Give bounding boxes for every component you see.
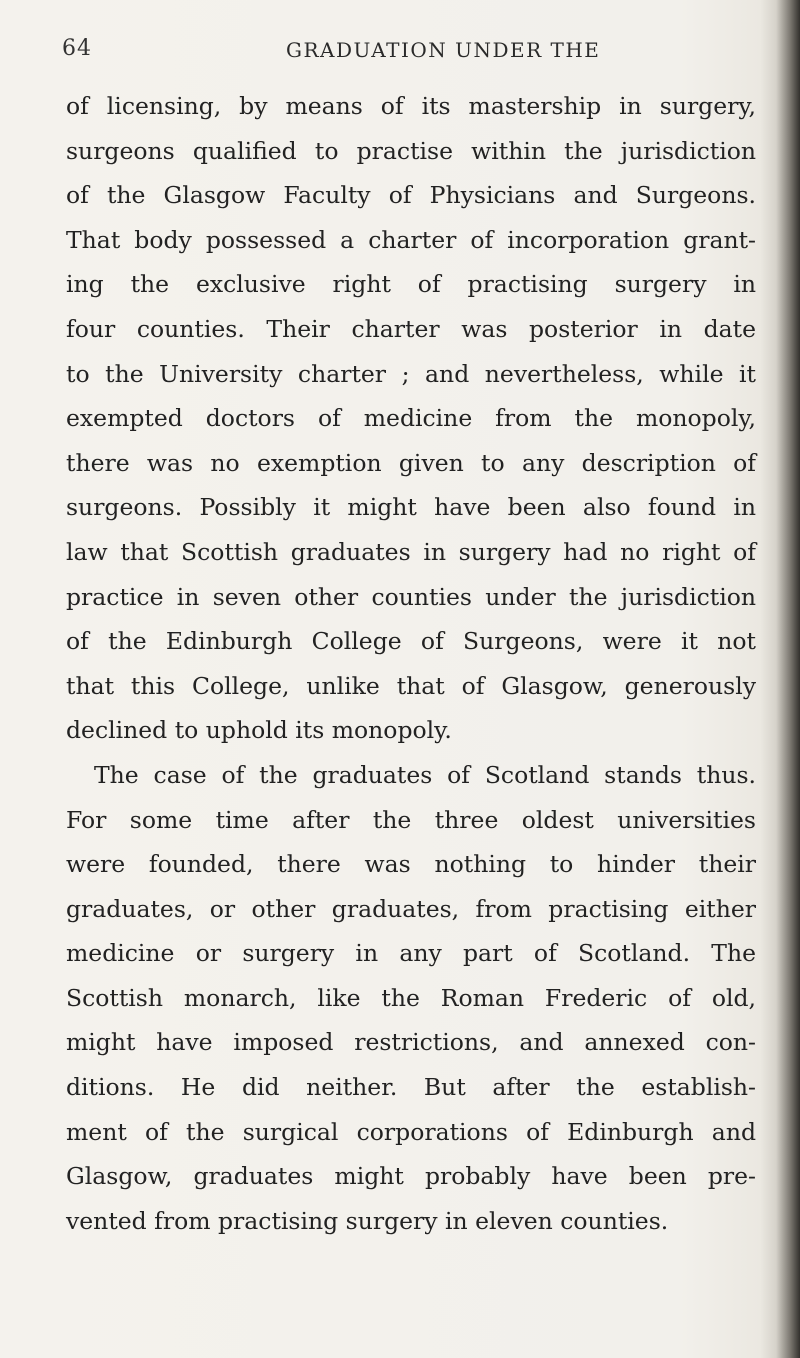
text-line: ment of the surgical corporations of Edinburgh and	[66, 1117, 756, 1146]
text-line: law that Scottish graduates in surgery had no right of	[66, 537, 756, 566]
text-line: of licensing, by means of its mastership in surgery,	[66, 92, 756, 120]
text-line: For some time after the three oldest universities	[66, 805, 756, 834]
text-line: of the Glasgow Faculty of Physicians and Surgeons.	[66, 181, 756, 210]
page-edge-shadow	[760, 0, 800, 1358]
text-line: vented from practising surgery in eleven counties.	[66, 1206, 669, 1235]
text-line: exempted doctors of medicine from the monopoly,	[66, 404, 756, 433]
text-line: surgeons qualified to practise within the jurisdiction	[66, 136, 756, 165]
text-line-paragraph-end: declined to uphold its monopoly.	[66, 716, 452, 745]
text-line: That body possessed a charter of incorporation grant-	[66, 225, 756, 254]
text-line: might have imposed restrictions, and annexed con-	[66, 1028, 756, 1057]
text-line: ditions. He did neither. But after the establish-	[66, 1073, 756, 1102]
text-line: medicine or surgery in any part of Scotland. The	[66, 939, 756, 968]
page-number: 64	[62, 36, 92, 61]
text-line: that this College, unlike that of Glasgow, generously	[66, 671, 756, 700]
text-line: practice in seven other counties under the jurisdiction	[66, 582, 756, 611]
text-line: ing the exclusive right of practising surgery in	[66, 270, 756, 299]
text-line-paragraph-start: The case of the graduates of Scotland stands thus.	[94, 760, 756, 789]
text-line: there was no exemption given to any description of	[66, 448, 756, 477]
text-line: Glasgow, graduates might probably have been pre-	[66, 1162, 756, 1191]
text-line: to the University charter ; and nevertheless, while it	[66, 359, 756, 388]
text-line: were founded, there was nothing to hinder their	[66, 850, 756, 879]
text-line: of the Edinburgh College of Surgeons, were it not	[66, 627, 756, 656]
running-title: GRADUATION UNDER THE	[286, 38, 601, 62]
running-head	[62, 36, 762, 66]
text-line: graduates, or other graduates, from practising either	[66, 894, 756, 923]
text-line: Scottish monarch, like the Roman Frederic of old,	[66, 983, 756, 1012]
text-line: surgeons. Possibly it might have been also found in	[66, 493, 756, 522]
body-text	[66, 84, 756, 1243]
text-line: four counties. Their charter was posterior in date	[66, 314, 756, 343]
